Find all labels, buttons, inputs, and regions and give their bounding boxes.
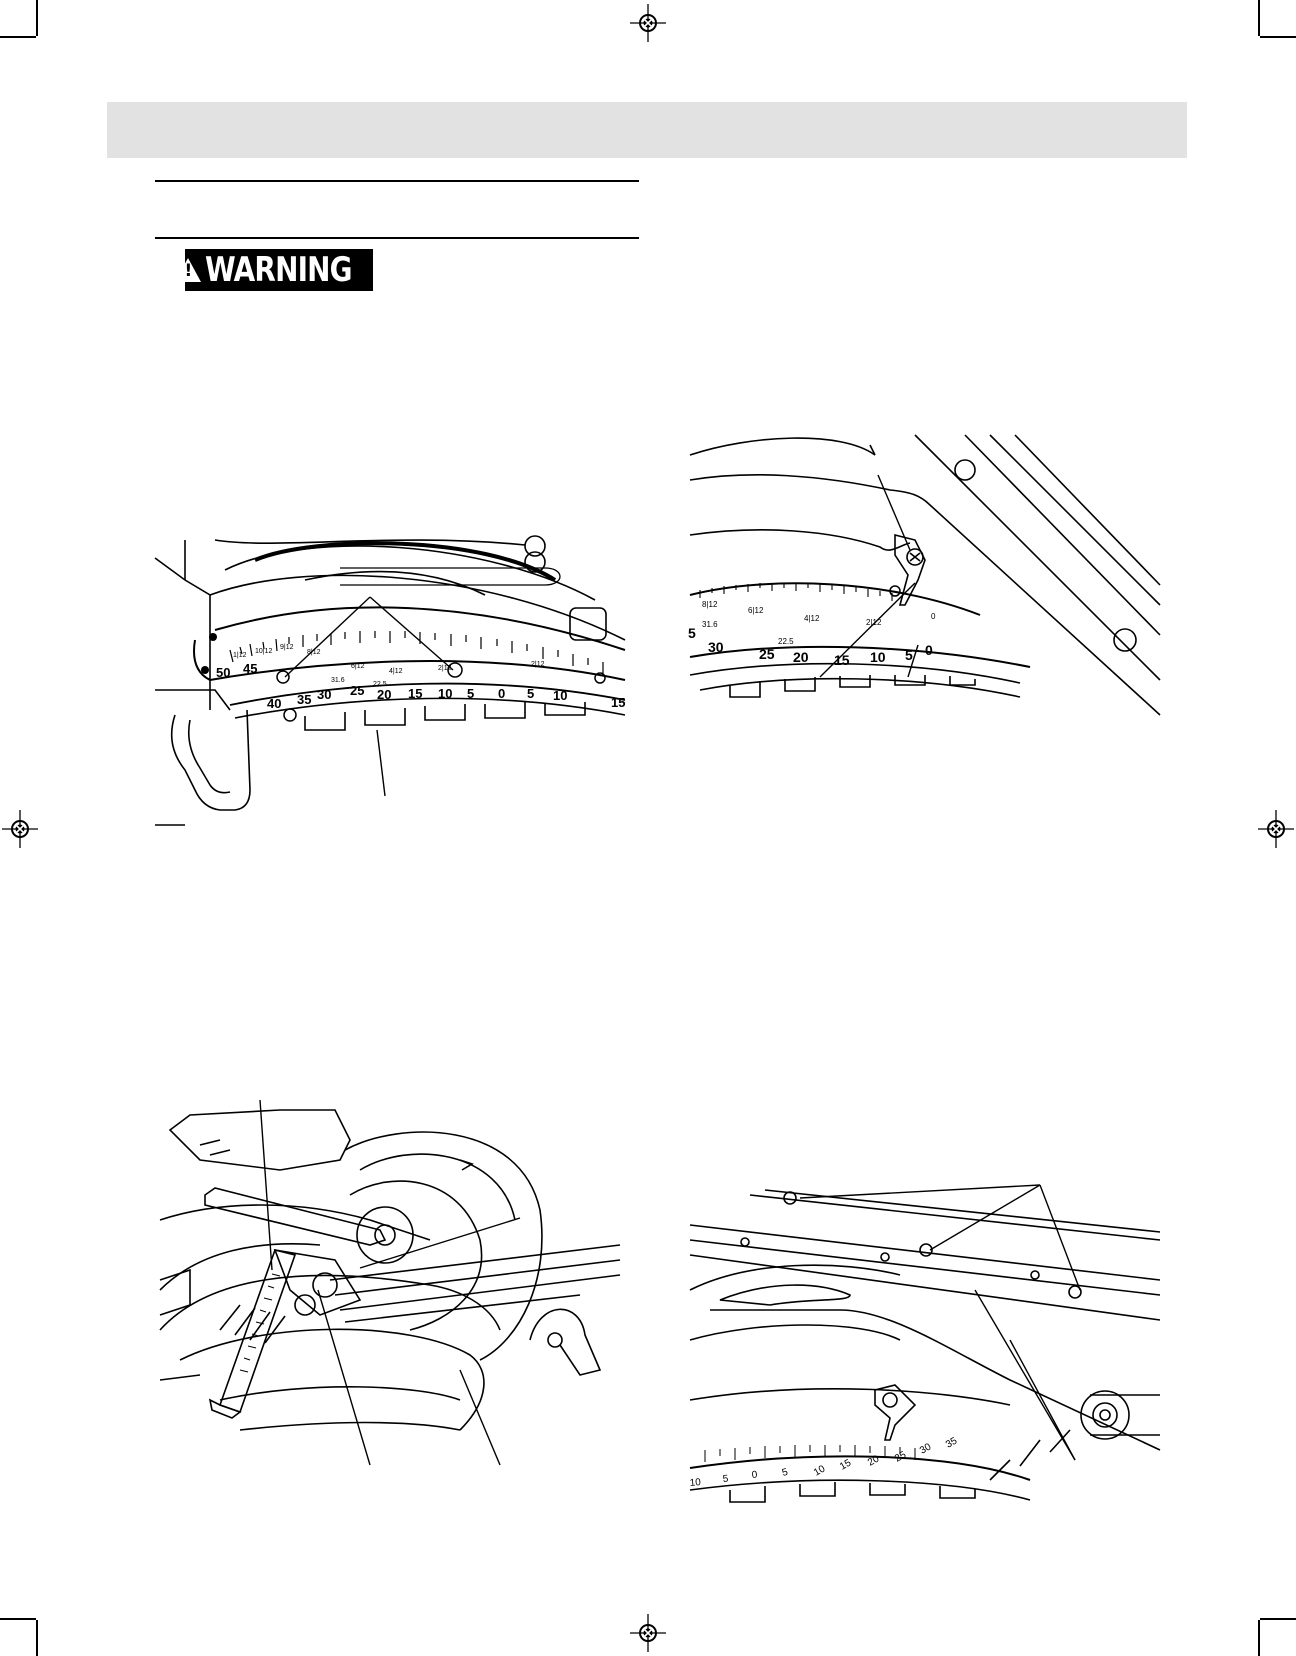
alert-triangle-icon: !: [175, 258, 201, 282]
figure-square-check: [160, 1100, 620, 1470]
scale-number: 10: [553, 688, 568, 703]
scale-number: 45: [243, 661, 258, 676]
small-number: 22.5: [778, 637, 794, 646]
registration-mark-bottom: [630, 1614, 666, 1652]
scale-number: 5: [780, 1466, 790, 1479]
scale-number: 30: [708, 639, 724, 655]
scale-number: 15: [611, 695, 626, 710]
trim-mark-top-right-v: [1258, 0, 1260, 36]
scale-number: 25: [350, 683, 365, 698]
pitch-mark: 0: [931, 612, 936, 621]
section-rule-top: [155, 180, 639, 182]
pitch-mark: 2|12: [866, 618, 882, 627]
figure-miter-pointer-detail: [690, 435, 1160, 720]
scale-number: 30: [918, 1441, 934, 1457]
registration-mark-top: [630, 4, 666, 42]
pitch-mark: 4|12: [389, 668, 403, 675]
scale-number: 5: [688, 625, 696, 641]
pitch-mark: 9|12: [280, 644, 294, 651]
section-rule-bottom: [155, 237, 639, 239]
scale-number: 5: [527, 686, 535, 701]
scale-number: 0: [498, 686, 506, 701]
scale-number: 35: [297, 692, 312, 707]
scale-number: 30: [317, 687, 332, 702]
scale-number: 25: [893, 1449, 909, 1465]
trim-mark-top-left-v: [36, 0, 38, 36]
scale-number: 50: [216, 665, 231, 680]
scale-number: 20: [793, 649, 809, 665]
scale-number: 25: [759, 646, 775, 662]
scale-number: 0: [751, 1469, 758, 1481]
trim-mark-top-right-h: [1260, 36, 1296, 38]
scale-number: 10: [689, 1477, 702, 1489]
trim-mark-top-left-h: [0, 36, 36, 38]
scale-number: 40: [267, 696, 282, 711]
small-number: 31.6: [331, 677, 345, 684]
scale-number: 10: [870, 649, 886, 665]
scale-number: 15: [838, 1457, 854, 1473]
scale-number: 20: [377, 687, 392, 702]
trim-mark-bottom-left-v: [36, 1620, 38, 1656]
pitch-mark: 1|12: [233, 652, 247, 659]
scale-number: 5: [722, 1473, 729, 1485]
pitch-mark: 2|12: [438, 665, 452, 672]
pitch-mark: 2|12: [531, 661, 545, 668]
figure-fence-screws: [690, 1190, 1160, 1510]
pitch-mark: 4|12: [804, 614, 820, 623]
trim-mark-bottom-left-h: [0, 1618, 36, 1620]
scale-number: 15: [408, 686, 423, 701]
pitch-mark: 6|12: [748, 606, 764, 615]
small-number: 22.5: [373, 681, 387, 688]
pitch-mark: 8|12: [702, 600, 718, 609]
warning-label-text: WARNING: [204, 250, 352, 290]
scale-number: 0: [925, 642, 933, 658]
scale-number: 5: [467, 686, 475, 701]
warning-label: [185, 249, 373, 291]
small-number: 31.6: [702, 620, 718, 629]
registration-mark-left: [2, 810, 38, 848]
scale-number: 15: [834, 652, 850, 668]
scale-number: 10: [438, 686, 453, 701]
section-header-band: [107, 102, 1187, 158]
registration-mark-right: [1258, 810, 1294, 848]
scale-number: 20: [866, 1453, 882, 1469]
figure-miter-scale-overview: [155, 540, 625, 870]
trim-mark-bottom-right-v: [1258, 1620, 1260, 1656]
pitch-mark: 6|12: [351, 663, 365, 670]
scale-number: 10: [812, 1463, 828, 1479]
scale-number: 35: [944, 1435, 960, 1451]
pitch-mark: 8|12: [307, 649, 321, 656]
trim-mark-bottom-right-h: [1260, 1618, 1296, 1620]
pitch-mark: 10|12: [255, 648, 273, 655]
scale-number: 5: [905, 647, 913, 663]
